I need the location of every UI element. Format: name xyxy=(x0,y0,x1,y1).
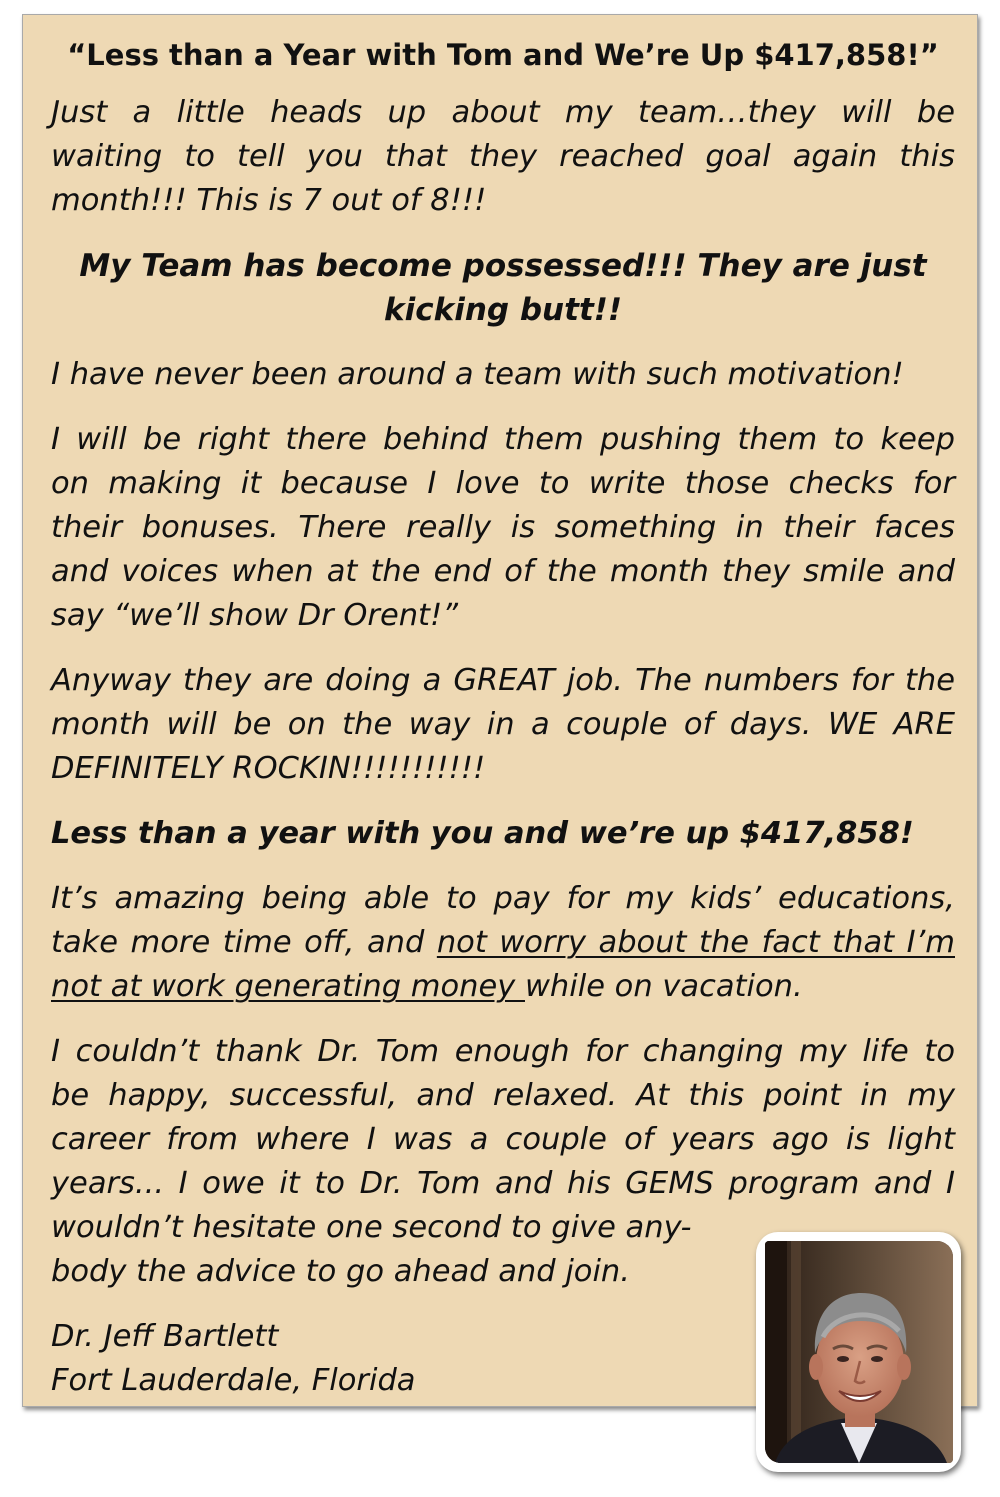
emphasis-line: They are just kicking butt!! xyxy=(383,248,927,328)
paragraph-line: their bonuses. There really is something in their faces xyxy=(51,510,955,545)
underlined-text: not worry about the fact that I’m xyxy=(436,925,955,960)
paragraph-line: I couldn’t thank Dr. Tom enough for changing my life to xyxy=(51,1034,955,1069)
paragraph-line: DEFINITELY ROCKIN!!!!!!!!!!! xyxy=(51,751,486,786)
testimonial-headline: “Less than a Year with Tom and We’re Up $417,858!” xyxy=(67,38,939,72)
paragraph-line: say “we’ll show Dr Orent!” xyxy=(51,598,459,633)
paragraph-line: years... I owe it to Dr. Tom and his GEMS program and I xyxy=(51,1166,955,1201)
paragraph-line: Anyway they are doing a GREAT job. The numbers for the xyxy=(51,663,955,698)
paragraph-line: on making it because I love to write those checks for xyxy=(51,466,955,501)
paragraph-line xyxy=(51,965,955,1009)
paragraph-team-heads-up xyxy=(51,91,955,223)
paragraph-motivation xyxy=(51,353,955,397)
signature-name: Dr. Jeff Bartlett xyxy=(51,1319,279,1354)
paragraph-line: and voices when at the end of the month they smile and xyxy=(51,554,955,589)
paragraph-text: take more time off, and xyxy=(51,925,437,960)
result-highlight: Less than a year with you and we’re up $417,858! xyxy=(51,816,914,851)
testimonial-content xyxy=(51,35,955,1403)
paragraph-line: wouldn’t hesitate one second to give any- xyxy=(51,1210,692,1245)
signature-location: Fort Lauderdale, Florida xyxy=(51,1363,416,1398)
testimonial-card xyxy=(22,14,978,1407)
paragraph-great-job xyxy=(51,659,955,791)
portrait-photo xyxy=(765,1241,953,1463)
emphasis-block xyxy=(51,244,955,332)
emphasis-line: My Team has become possessed!!! xyxy=(79,248,687,284)
paragraph-line: I will be right there behind them pushing them to keep xyxy=(51,422,955,457)
paragraph-line: body the advice to go ahead and join. xyxy=(51,1254,630,1289)
portrait-frame xyxy=(756,1232,961,1472)
paragraph-line: career from where I was a couple of years ago is light xyxy=(51,1122,955,1157)
paragraph-text: while on vacation. xyxy=(524,969,803,1004)
paragraph-line xyxy=(51,921,955,965)
paragraph-line: waiting to tell you that they reached goal again this xyxy=(51,139,955,174)
paragraph-freedom xyxy=(51,877,955,1009)
underlined-text: not at work generating money xyxy=(51,969,525,1004)
paragraph-line: Just a little heads up about my team…they will be xyxy=(51,95,955,130)
portrait-illustration xyxy=(765,1241,953,1463)
paragraph-line: be happy, successful, and relaxed. At this point in my xyxy=(51,1078,955,1113)
paragraph-line: I have never been around a team with such motivation! xyxy=(51,357,904,392)
paragraph-line: month will be on the way in a couple of days. WE ARE xyxy=(51,707,955,742)
paragraph-bonuses xyxy=(51,418,955,638)
paragraph-line: month!!! This is 7 out of 8!!! xyxy=(51,183,487,218)
paragraph-line: It’s amazing being able to pay for my kids’ educations, xyxy=(51,881,955,916)
